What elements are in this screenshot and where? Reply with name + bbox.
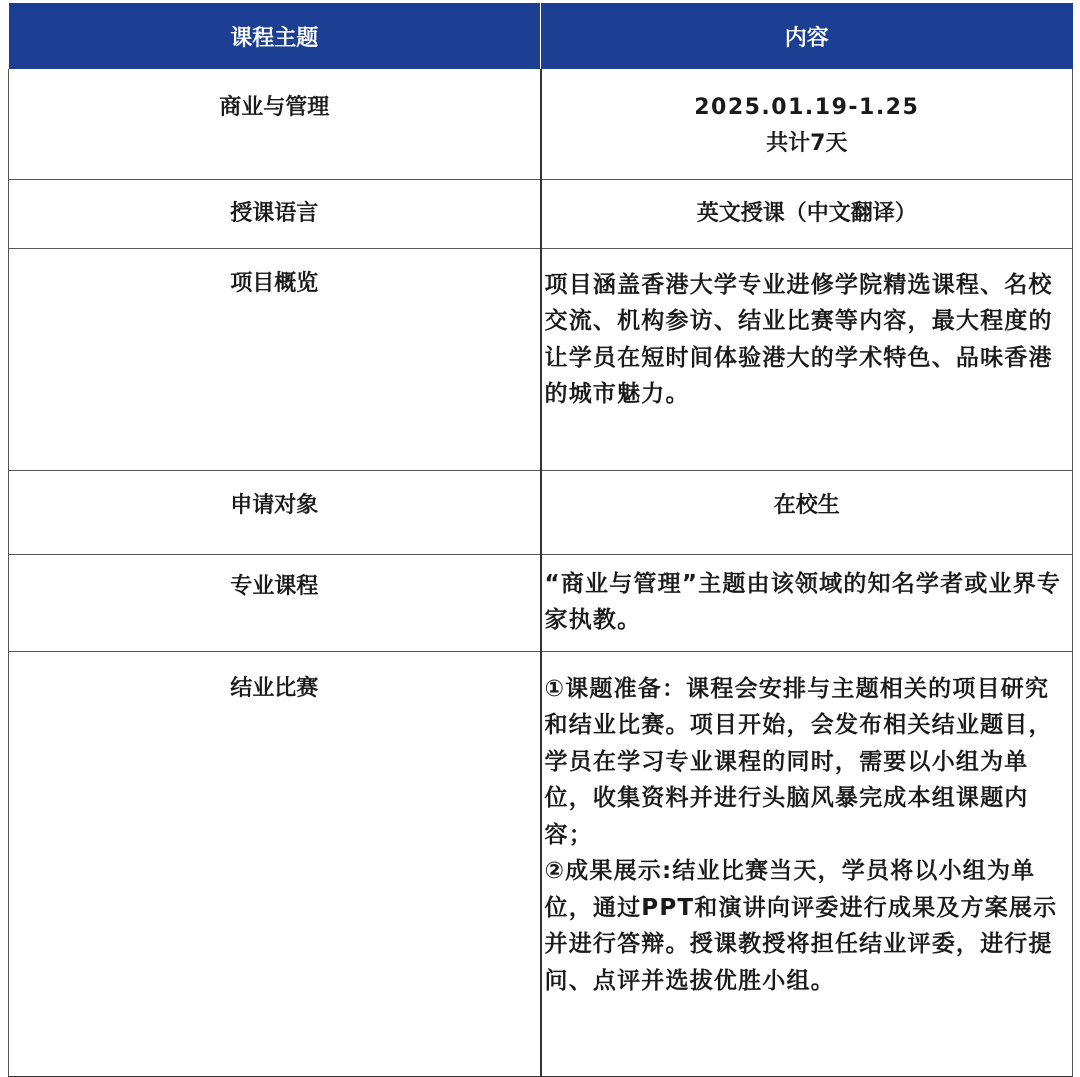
row-value-courses: “商业与管理”主题由该领域的知名学者或业界专家执教。 xyxy=(541,554,1073,651)
table-row xyxy=(9,179,1073,248)
row-label-courses: 专业课程 xyxy=(9,554,541,651)
row-label-topic: 商业与管理 xyxy=(9,69,541,179)
header-topic: 课程主题 xyxy=(9,3,541,69)
duration-text: 共计7天 xyxy=(766,131,848,156)
table-header-row xyxy=(9,3,1073,69)
table-row xyxy=(9,651,1073,1076)
row-value-competition xyxy=(541,651,1073,1076)
row-value-dates xyxy=(541,69,1073,179)
row-value-overview: 项目涵盖香港大学专业进修学院精选课程、名校交流、机构参访、结业比赛等内容，最大程度的让学员在短时间体验港大的学术特色、品味香港的城市魅力。 xyxy=(541,248,1073,470)
table-row xyxy=(9,554,1073,651)
dates-text: 2025.01.19-1.25 xyxy=(694,95,920,120)
row-label-audience: 申请对象 xyxy=(9,470,541,554)
row-label-competition: 结业比赛 xyxy=(9,651,541,1076)
course-info-table xyxy=(8,3,1073,1077)
header-content: 内容 xyxy=(541,3,1073,69)
row-value-audience: 在校生 xyxy=(541,470,1073,554)
table-row xyxy=(9,470,1073,554)
row-label-language: 授课语言 xyxy=(9,179,541,248)
row-value-language: 英文授课（中文翻译） xyxy=(541,179,1073,248)
competition-step-2: ②成果展示:结业比赛当天，学员将以小组为单位，通过PPT和演讲向评委进行成果及方案展示并进行答辩。授课教授将担任结业评委，进行提问、点评并选拔优胜小组。 xyxy=(544,858,1058,994)
row-label-overview: 项目概览 xyxy=(9,248,541,470)
table-row xyxy=(9,248,1073,470)
competition-step-1: ①课题准备：课程会安排与主题相关的项目研究和结业比赛。项目开始，会发布相关结业题目，学员在学习专业课程的同时，需要以小组为单位，收集资料并进行头脑风暴完成本组课题内容； xyxy=(544,675,1053,848)
table-row xyxy=(9,69,1073,179)
